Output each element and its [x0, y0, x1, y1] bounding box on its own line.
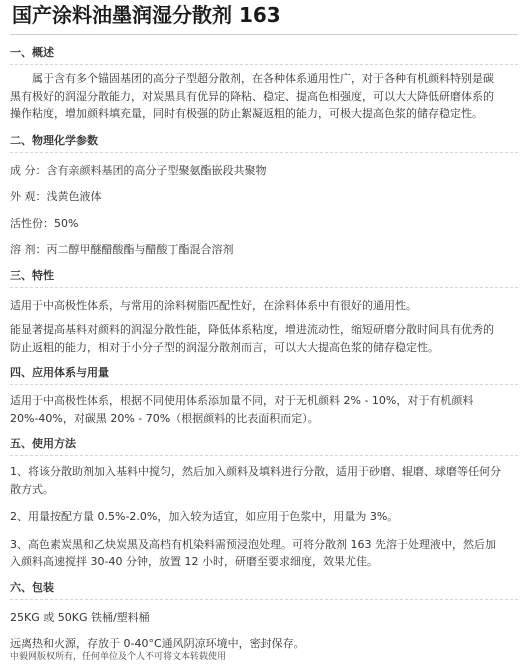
packaging-line: 25KG 或 50KG 铁桶/塑料桶 [10, 610, 150, 624]
title-divider [10, 34, 518, 35]
document-page [0, 3, 524, 669]
param-solvent: 溶 剂：丙二醇甲醚醋酸酯与醋酸丁酯混合溶剂 [10, 243, 234, 256]
section-heading: 三、特性 [10, 268, 54, 282]
text-line: 能显著提高基料对颜料的润湿分散性能，降低体系粘度，增进流动性，缩短研磨分散时间具有优秀的 [10, 323, 494, 336]
application-paragraph [10, 392, 518, 427]
section-divider [10, 64, 518, 65]
copyright-footer: 中毅网版权所有，任何单位及个人不可将文本转载使用 [10, 652, 227, 662]
param-active-content: 活性份：50% [10, 216, 79, 230]
section-heading: 二、物理化学参数 [10, 133, 98, 147]
section-physical-chemical [10, 134, 518, 259]
section-usage [10, 437, 518, 571]
overview-paragraph [10, 70, 518, 123]
section-divider [10, 152, 518, 153]
param-composition: 成 分：含有亲颜料基团的高分子型聚氨酯嵌段共聚物 [10, 163, 267, 177]
section-divider [10, 599, 518, 600]
text-line: 散方式。 [10, 482, 54, 496]
text-line: 适用于中高极性体系，根据不同使用体系添加量不同，对于无机颜料 2% - 10%，对于有机颜料 [10, 394, 474, 407]
section-heading: 一、概述 [10, 46, 54, 59]
text-line: 20%-40%，对碳黑 20% - 70%（根据颜料的比表面积而定）。 [10, 411, 319, 425]
section-divider [10, 287, 518, 288]
storage-line: 远离热和火源，存放于 0-40°C通风阴凉环境中，密封保存。 [10, 637, 305, 650]
feature-paragraph [10, 321, 518, 356]
text-line: 黑有极好的润湿分散能力，对炭黑具有优异的降粘、稳定、提高色相强度，可以大大降低研磨体系的 [10, 89, 494, 103]
text-line: 防止返粗的能力，相对于小分子型的润湿分散剂而言，可以大大提高色浆的储存稳定性。 [10, 340, 439, 354]
section-features [10, 269, 518, 357]
section-divider [10, 384, 518, 385]
text-line: 入颜料高速搅拌 30-40 分钟，放置 12 小时，研磨至要求细度，效果尤佳。 [10, 555, 378, 568]
section-overview [10, 46, 518, 123]
usage-step-3 [10, 536, 518, 571]
param-appearance: 外 观：浅黄色液体 [10, 190, 102, 203]
section-divider [10, 455, 518, 456]
section-application [10, 366, 518, 427]
usage-step-1 [10, 463, 518, 498]
document-title: 国产涂料油墨润湿分散剂 163 [12, 3, 281, 27]
section-heading: 四、应用体系与用量 [10, 366, 109, 379]
usage-step-2: 2、用量按配方量 0.5%-2.0%，加入较为适宜，如应用于色浆中，用量为 3%。 [10, 510, 399, 523]
text-line: 操作粘度，增加颜料填充量，同时有极强的防止絮凝返粗的能力，可极大提高色浆的储存稳定性。 [10, 107, 483, 120]
feature-paragraph: 适用于中高极性体系，与常用的涂料树脂匹配性好，在涂料体系中有很好的通用性。 [10, 298, 417, 312]
text-line: 1、将该分散助剂加入基料中搅匀，然后加入颜料及填料进行分散，适用于砂磨、辊磨、球磨等任何分 [10, 465, 501, 478]
section-heading: 六、包装 [10, 580, 54, 594]
text-line: 3、高色素炭黑和乙炔炭黑及高档有机染料需预浸泡处理。可将分散剂 163 先溶于处理液中，然后加 [10, 537, 496, 551]
section-heading: 五、使用方法 [10, 437, 76, 450]
section-packaging [10, 581, 518, 653]
text-line: 属于含有多个锚固基团的高分子型超分散剂，在各种体系通用性广，对于各种有机颜料特别是碳 [32, 72, 494, 85]
